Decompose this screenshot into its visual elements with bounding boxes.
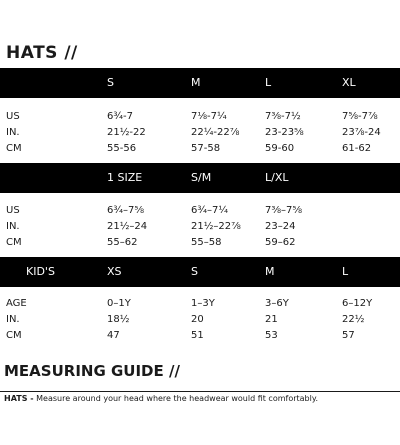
table-cell: 1–3Y (191, 298, 215, 309)
header-size-xs: XS (107, 265, 122, 278)
table-cell: 6¾-7 (107, 111, 134, 122)
table-cell: 23⅞-24 (342, 127, 381, 138)
table-cell: 22¼-22⅞ (191, 127, 240, 138)
header-size-l: L (265, 76, 272, 89)
table-row (0, 235, 400, 251)
table-cell: 18½ (107, 314, 130, 325)
divider (0, 391, 400, 392)
header-size-l: L (342, 265, 349, 278)
table-row (0, 219, 400, 235)
table-cell: 7⅜–7⅝ (265, 205, 303, 216)
table-cell: 55–58 (191, 237, 222, 248)
header-size-m: M (191, 76, 201, 89)
row-label: IN. (6, 127, 20, 138)
table-row (0, 141, 400, 157)
size-header-band-kids (0, 257, 400, 287)
header-size-m: M (265, 265, 275, 278)
row-label: AGE (6, 298, 27, 309)
table-cell: 6¾–7¼ (191, 205, 229, 216)
table-cell: 6–12Y (342, 298, 373, 309)
page-title: HATS // (6, 43, 78, 63)
table-cell: 20 (191, 314, 204, 325)
guide-label: HATS - (4, 394, 34, 403)
row-label: IN. (6, 221, 20, 232)
table-cell: 7⅜-7½ (265, 111, 301, 122)
table-cell: 23-23⅝ (265, 127, 304, 138)
row-label: IN. (6, 314, 20, 325)
kids-label: KID'S (26, 265, 55, 278)
table-cell: 59-60 (265, 143, 295, 154)
table-cell: 61-62 (342, 143, 372, 154)
row-label: US (6, 205, 20, 216)
table-cell: 3–6Y (265, 298, 289, 309)
table-cell: 21 (265, 314, 278, 325)
table-row (0, 109, 400, 125)
table-cell: 57 (342, 330, 355, 341)
guide-description: Measure around your head where the headwear would fit comfortably. (33, 394, 318, 403)
table-cell: 55-56 (107, 143, 137, 154)
row-label: CM (6, 330, 22, 341)
table-cell: 22½ (342, 314, 365, 325)
row-label: CM (6, 237, 22, 248)
table-cell: 55–62 (107, 237, 138, 248)
measuring-guide-text (4, 394, 318, 403)
table-cell: 57-58 (191, 143, 221, 154)
table-cell: 21½–22⅞ (191, 221, 241, 232)
size-header-band-combined (0, 163, 400, 193)
header-size-s: S (191, 265, 198, 278)
table-cell: 21½-22 (107, 127, 146, 138)
table-cell: 6¾–7⅝ (107, 205, 145, 216)
table-cell: 7⅝-7⅞ (342, 111, 378, 122)
table-cell: 21½–24 (107, 221, 148, 232)
table-row (0, 203, 400, 219)
table-cell: 53 (265, 330, 278, 341)
header-size-s: S (107, 76, 114, 89)
table-cell: 47 (107, 330, 120, 341)
table-row (0, 296, 400, 312)
header-size-s-m: S/M (191, 171, 212, 184)
table-cell: 0–1Y (107, 298, 131, 309)
measuring-guide-title: MEASURING GUIDE // (4, 362, 180, 380)
table-cell: 7⅛-7¼ (191, 111, 227, 122)
table-row (0, 328, 400, 344)
size-header-band-adult (0, 68, 400, 98)
table-cell: 59–62 (265, 237, 296, 248)
table-cell: 51 (191, 330, 204, 341)
table-row (0, 312, 400, 328)
table-cell: 23–24 (265, 221, 296, 232)
row-label: CM (6, 143, 22, 154)
row-label: US (6, 111, 20, 122)
header-size-l-xl: L/XL (265, 171, 289, 184)
header-size-xl: XL (342, 76, 356, 89)
header-size-one-size: 1 SIZE (107, 171, 143, 184)
table-row (0, 125, 400, 141)
